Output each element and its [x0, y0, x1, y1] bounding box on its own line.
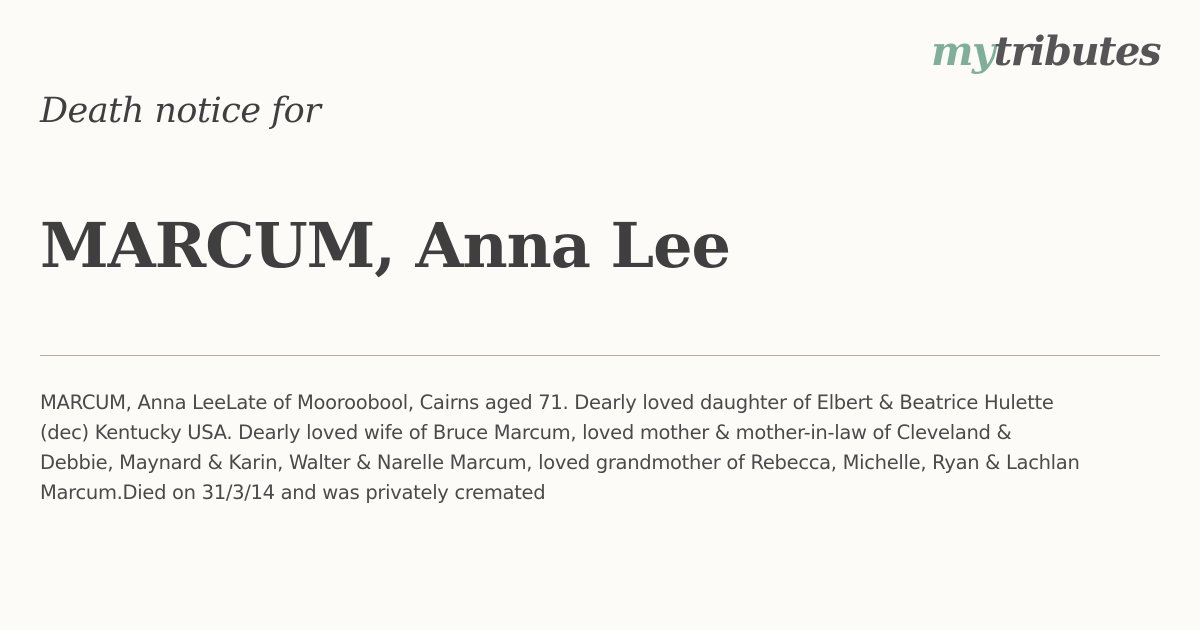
deceased-name: MARCUM, Anna Lee	[40, 209, 730, 282]
logo-prefix: my	[931, 28, 994, 75]
divider	[40, 355, 1160, 356]
logo-name: tributes	[993, 28, 1160, 75]
notice-body: MARCUM, Anna LeeLate of Mooroobool, Cairns aged 71. Dearly loved daughter of Elbert & Beatrice Hulette (dec) Kentucky USA. Dearly loved wife of Bruce Marcum, loved mother & mother-in-law of Cleveland & Debbie, Maynard & Karin, Walter & Narelle Marcum, loved grandmother of Rebecca, Michelle, Ryan & Lachlan Marcum.Died on 31/3/14 and was privately cremated	[40, 391, 1080, 504]
notice-heading: Death notice for	[40, 91, 321, 131]
mytributes-logo[interactable]	[931, 28, 1160, 75]
